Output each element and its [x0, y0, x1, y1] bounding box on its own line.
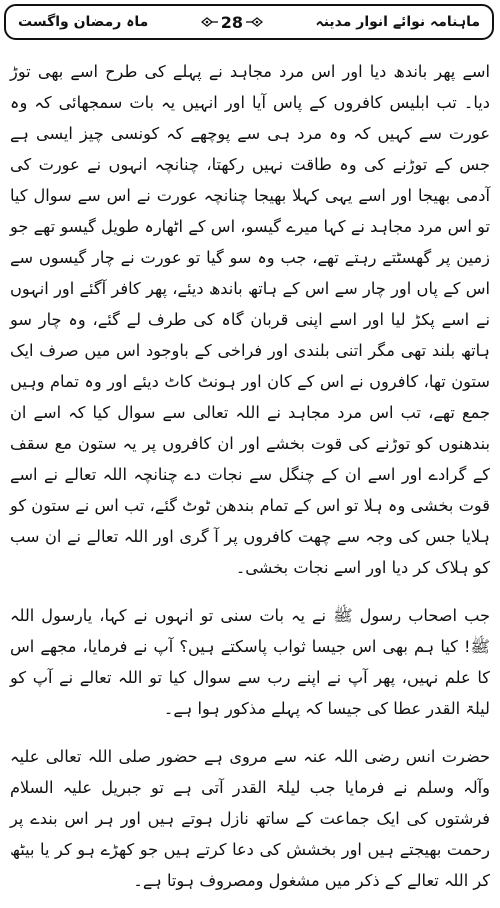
magazine-title: ماہنامہ نوائے انوار مدینہ: [315, 14, 480, 30]
page-number: [201, 13, 263, 32]
paragraph: حضرت انس رضی اللہ عنہ سے مروی ہے حضور صلی اللہ تعالی علیہ وآلہ وسلم نے فرمایا جب لیلۃ القدر آتی ہے تو جبریل علیہ السلام فرشتوں کی ایک جماعت کے ساتھ نازل ہوتے ہیں اور ہر اس بندے پر رحمت بھیجتے ہیں اور بخشش کی دعا کرتے ہیں جو کھڑے ہو کر یا بیٹھ کر اللہ تعالے کے ذکر میں مشغول ومصروف ہوتا ہے۔: [10, 747, 490, 890]
ornament-icon: [201, 15, 219, 29]
ornament-icon: [245, 15, 263, 29]
paragraph: اسے پھر باندھ دیا اور اس مرد مجاہد نے پہلے کی طرح اسے بھی توڑ دیا۔ تب ابلیس کافروں کے پاس آیا اور انہیں یہ بات سمجھائی کہ وہ عورت سے کہیں کہ وہ مرد ہی سے پوچھے کہ کونسی چیز ایسی ہے جس کے توڑنے کی وہ طاقت نہیں رکھتا، چنانچہ انہوں نے عورت کی آدمی بھیجا اور اسے یہی کہلا بھیجا چنانچہ عورت نے اس سے سوال کیا تو اس مرد مجاہد نے کہا میرے گیسو، اس کے اٹھارہ طویل گیسو تھے جو زمین پر گھسٹتے رہتے تھے، جب وہ سو گیا تو عورت نے چار گیسوں سے اس کے پاں اور چار سے اس کے ہاتھ باندھ دیئے، پھر کافر آگئے اور انہوں نے اسے پکڑ لیا اور اسے اپنی قربان گاہ کی طرف لے گئے، وہ چار سو ہاتھ بلند تھی مگر اتنی بلندی اور فراخی کے باوجود اس میں صرف ایک ستون تھا، کافروں نے اس کے کان اور ہونٹ کاٹ دیئے اور وہ تمام وہیں جمع تھے، تب اس مرد مجاہد نے اللہ تعالی سے سوال کیا کہ اسے ان بندھنوں کو توڑنے کی قوت بخشے اور ان کافروں پر یہ ستون مع سقف کے گرادے اور اسے ان کے چنگل سے نجات دے چنانچہ اللہ تعالے نے اسے قوت بخشی وہ ہلا تو اس کے تمام بندھن ٹوٹ گئے، تب اس نے ستون کو ہلایا جس کی وجہ سے چھت کافروں پر آ گری اور اللہ تعالے نے ان سب کو ہلاک کر دیا اور اسے نجات بخشی۔: [10, 62, 490, 577]
issue-month: ماہ رمضان واگست: [18, 14, 149, 30]
paragraph: جب اصحاب رسول ﷺ نے یہ بات سنی تو انہوں نے کہا، یارسول اللہ ﷺ! کیا ہم بھی اس جیسا ثواب پاسکتے ہیں؟ آپ نے فرمایا، مجھے اس کا علم نہیں، پھر آپ نے اپنے رب سے سوال کیا تو اللہ تعالے نے آپ کو لیلۃ القدر عطا کی جیسا کہ پہلے مذکور ہوا ہے۔: [10, 606, 490, 718]
page-number-value: 28: [220, 12, 244, 32]
page-header: [4, 4, 494, 40]
article-body: [10, 56, 490, 896]
